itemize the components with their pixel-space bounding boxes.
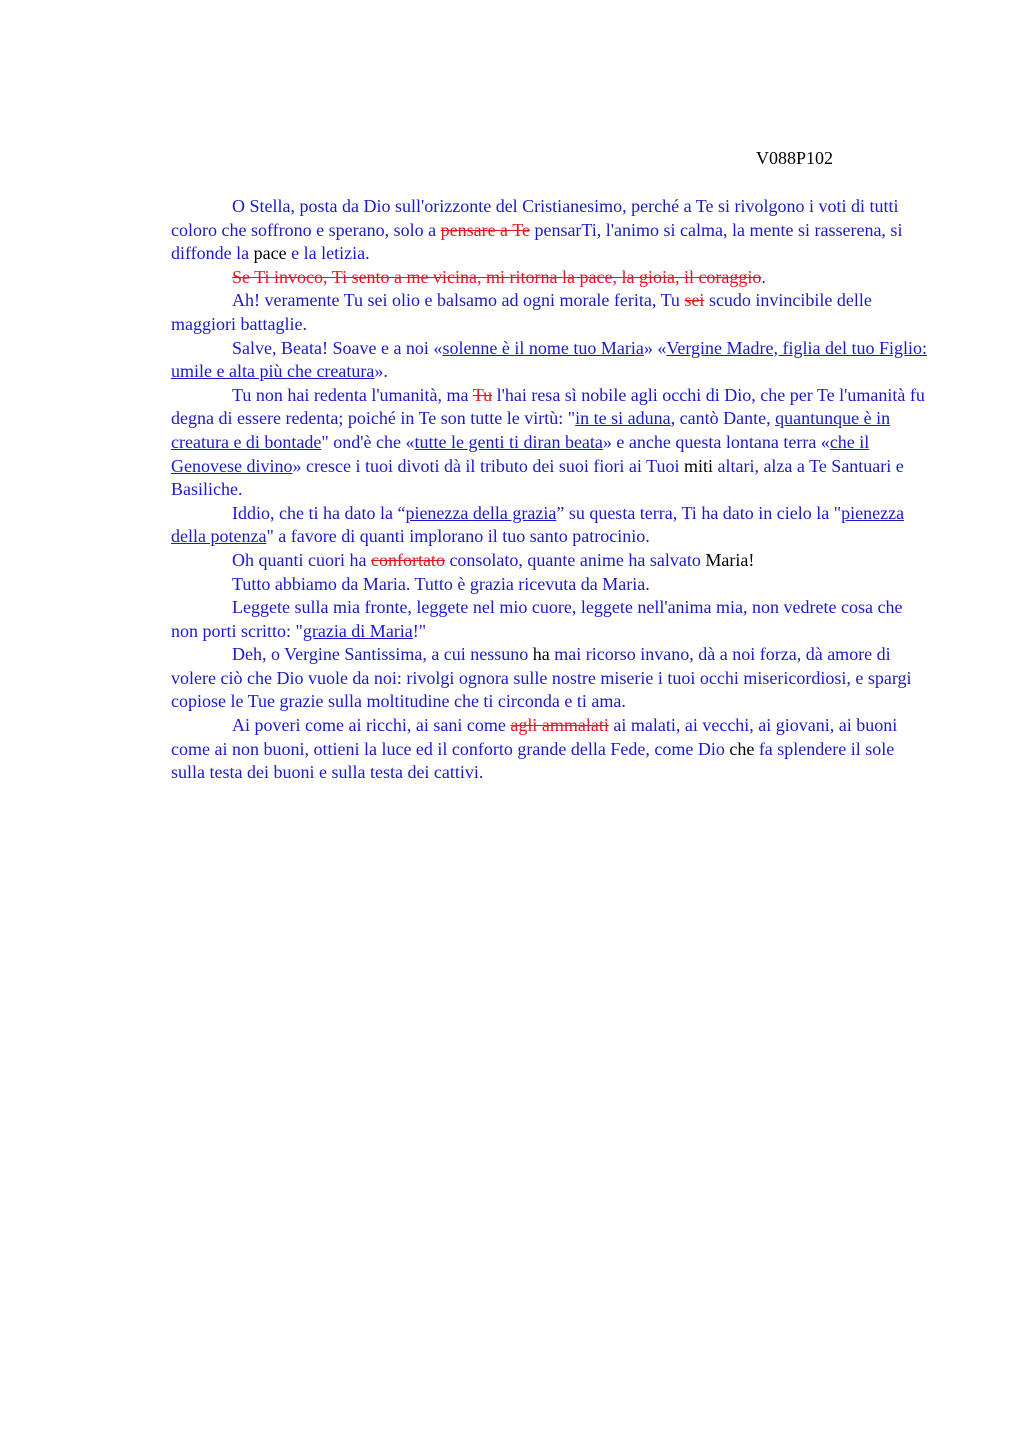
text-run: O Stella, posta da Dio sull'orizzonte del Cristianesimo, perché a Te si rivolgono i voti di tutti coloro che soffrono e sperano, solo a bbox=[171, 196, 899, 240]
text-run: » « bbox=[643, 337, 667, 358]
deleted-text: Se Ti invoco, Ti sento a me vicina, mi ritorna la pace, la gioia, il coraggio bbox=[232, 266, 762, 287]
quoted-underlined-text: quantunque è in creatura e di bontade bbox=[171, 408, 891, 452]
text-run: ». bbox=[374, 361, 388, 382]
text-run: Oh quanti cuori ha bbox=[232, 549, 371, 570]
paragraph-6 bbox=[171, 502, 931, 549]
quoted-underlined-text: pienezza della potenza bbox=[171, 502, 905, 547]
plain-text: che bbox=[729, 738, 755, 759]
text-run: !" bbox=[412, 620, 427, 641]
text-run: consolato, quante anime ha salvato bbox=[444, 549, 706, 570]
text-run: , cantò Dante, bbox=[670, 408, 776, 429]
text-run: mai ricorso invano, dà a noi forza, dà amore di volere ciò che Dio vuole da noi: rivolgi ognora sulle nostre miserie i tuoi occhi misericordiosi, e spargi copiose le Tue grazie sulla moltitudine che ti circonda e ti ama. bbox=[171, 644, 912, 712]
text-run: Leggete sulla mia fronte, leggete nel mio cuore, leggete nell'anima mia, non vedrete cosa che non porti scritto: " bbox=[171, 597, 903, 641]
quoted-underlined-text: tutte le genti ti diran beata bbox=[414, 431, 603, 452]
paragraph-8 bbox=[171, 573, 931, 597]
text-run: ai malati, ai vecchi, ai giovani, ai buoni come ai non buoni, ottieni la luce ed il conforto grande della Fede, come Dio bbox=[171, 715, 898, 759]
text-run: l'hai resa sì nobile agli occhi di Dio, che per Te l'umanità fu degna di essere redenta; poiché in Te son tutte le virtù: " bbox=[171, 384, 925, 429]
text-run: Tu non hai redenta l'umanità, ma bbox=[232, 384, 473, 405]
plain-text: miti bbox=[683, 455, 713, 476]
paragraph-1 bbox=[171, 195, 931, 266]
text-run: fa splendere il sole sulla testa dei buoni e sulla testa dei cattivi. bbox=[171, 738, 895, 783]
text-run: » cresce i tuoi divoti dà il tributo dei suoi fiori ai Tuoi bbox=[292, 455, 684, 476]
text-run: Iddio, che ti ha dato la “ bbox=[232, 502, 406, 523]
paragraph-7 bbox=[171, 549, 931, 573]
plain-text: ha bbox=[532, 644, 550, 665]
document-body bbox=[171, 195, 931, 785]
text-run: » e anche questa lontana terra « bbox=[602, 431, 830, 452]
quoted-underlined-text: pienezza della grazia bbox=[405, 502, 557, 523]
text-run: e bbox=[286, 243, 304, 264]
text-run: la letizia. bbox=[303, 243, 370, 264]
quoted-underlined-text: Vergine Madre, figlia del tuo Figlio: umile e alta più che creatura bbox=[171, 337, 928, 382]
paragraph-5 bbox=[171, 384, 931, 502]
quoted-underlined-text: in te si aduna bbox=[575, 408, 671, 429]
deleted-text: sei bbox=[684, 290, 705, 311]
deleted-text: pensare a Te bbox=[440, 219, 530, 240]
quoted-underlined-text: solenne è il nome tuo Maria bbox=[442, 337, 644, 358]
paragraph-4 bbox=[171, 337, 931, 384]
text-run: Deh, o Vergine Santissima, a cui nessuno bbox=[232, 644, 533, 665]
text-run: scudo invincibile delle maggiori battaglie. bbox=[171, 290, 872, 334]
text-run: . bbox=[761, 266, 766, 287]
text-run: " a favore di quanti implorano il tuo santo patrocinio. bbox=[266, 526, 650, 547]
quoted-underlined-text: grazia di Maria bbox=[302, 620, 413, 641]
text-run: Ai poveri come ai ricchi, ai sani come bbox=[232, 715, 511, 736]
text-run: Salve, Beata! Soave e a noi « bbox=[232, 337, 443, 358]
text-run: altari, alza a Te Santuari e Basiliche. bbox=[171, 455, 904, 500]
paragraph-2 bbox=[171, 266, 931, 290]
quoted-underlined-text: che il Genovese divino bbox=[171, 431, 870, 476]
plain-text: pace bbox=[253, 243, 287, 264]
deleted-text: agli ammalati bbox=[510, 715, 609, 736]
text-run: Tutto abbiamo da Maria. Tutto è grazia ricevuta da Maria. bbox=[232, 573, 650, 594]
paragraph-3 bbox=[171, 289, 931, 336]
text-run: ” su questa terra, Ti ha dato in cielo la " bbox=[556, 502, 842, 523]
document-id: V088P102 bbox=[756, 148, 834, 168]
text-run: pensarTi, l'animo si calma, la mente si rasserena, si diffonde la bbox=[171, 219, 903, 264]
text-run: Ah! veramente Tu sei olio e balsamo ad ogni morale ferita, Tu bbox=[232, 290, 685, 311]
paragraph-9 bbox=[171, 596, 931, 643]
deleted-text: confortato bbox=[370, 549, 445, 570]
paragraph-11 bbox=[171, 714, 931, 785]
paragraph-10 bbox=[171, 643, 931, 714]
text-run: " ond'è che « bbox=[321, 431, 415, 452]
plain-text: Maria! bbox=[705, 549, 755, 570]
deleted-text: Tu bbox=[472, 384, 493, 405]
